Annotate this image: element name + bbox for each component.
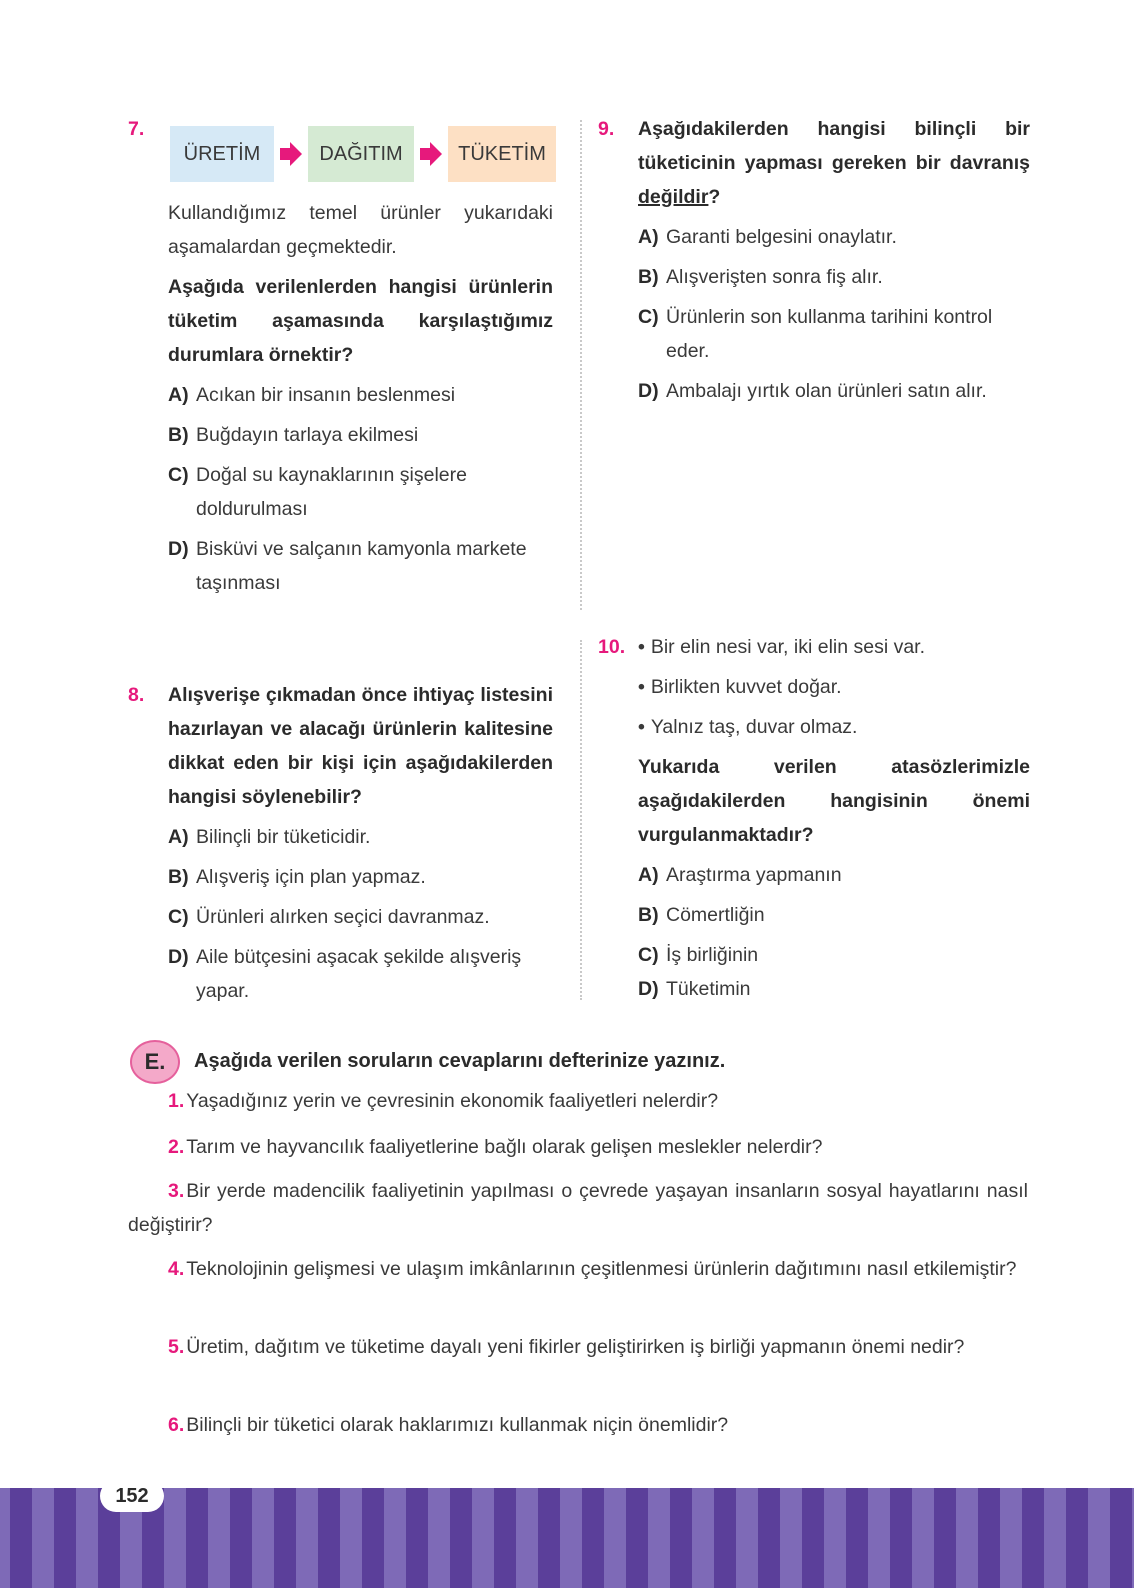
option-text: Aile bütçesini aşacak şekilde alışveriş yapar. [196, 946, 522, 1002]
question-number: 1. [168, 1090, 185, 1112]
question-stem [638, 112, 1030, 214]
question-stem: Alışverişe çıkmadan önce ihtiyaç listesini hazırlayan ve alacağı ürünlerin kalitesine dikkat eden bir kişi için aşağıdakilerden hangisi söylenebilir? [168, 684, 553, 808]
option-b [168, 418, 553, 452]
question-text: Teknolojinin gelişmesi ve ulaşım imkânlarının çeşitlenmesi ürünlerin dağıtımını nasıl etkilemiştir? [186, 1258, 1017, 1280]
question-number: 7. [128, 118, 145, 140]
footer-stripe [714, 1488, 736, 1588]
option-d [168, 940, 553, 1008]
flow-step-label: ÜRETİM [183, 142, 261, 165]
option-letter: A) [638, 864, 659, 886]
footer-stripe [450, 1488, 472, 1588]
open-question-6 [128, 1408, 1028, 1442]
option-c [638, 300, 1030, 368]
option-text: Tüketimin [666, 978, 751, 1000]
footer-stripe [890, 1488, 912, 1588]
footer-stripe [846, 1488, 868, 1588]
proverb-text: Birlikten kuvvet doğar. [650, 676, 842, 698]
proverb-text: Bir elin nesi var, iki elin sesi var. [650, 636, 926, 658]
footer-stripe [494, 1488, 516, 1588]
option-text: Cömertliğin [666, 904, 765, 926]
column-divider [580, 120, 582, 610]
question-text: Yaşadığınız yerin ve çevresinin ekonomik faaliyetleri nelerdir? [186, 1090, 719, 1112]
option-b [638, 260, 1030, 294]
proverb [638, 670, 1030, 704]
footer-stripe [934, 1488, 956, 1588]
section-title: Aşağıda verilen soruların cevaplarını defterinize yazınız. [194, 1050, 726, 1072]
stem-emphasis: değildir [638, 186, 709, 208]
footer-stripe [582, 1488, 604, 1588]
footer-stripe [978, 1488, 1000, 1588]
question-text: Bir yerde madencilik faaliyetinin yapılması o çevrede yaşayan insanların sosyal hayatlarını nasıl değiştirir? [128, 1180, 1028, 1236]
open-question-1 [128, 1084, 1028, 1118]
footer-stripe [318, 1488, 340, 1588]
column-divider [580, 640, 582, 1000]
question-body [638, 630, 1030, 1012]
option-text: Bilinçli bir tüketicidir. [196, 826, 371, 848]
footer-stripe [1022, 1488, 1044, 1588]
option-letter: D) [168, 946, 189, 968]
question-stem: Yukarıda verilen atasözlerimizle aşağıdakilerden hangisinin önemi vurgulanmaktadır? [638, 756, 1030, 846]
option-letter: B) [168, 866, 189, 888]
option-text: Ürünleri alırken seçici davranmaz. [196, 906, 490, 928]
proverb-text: Yalnız taş, duvar olmaz. [650, 716, 858, 738]
footer-stripe [362, 1488, 384, 1588]
option-c [168, 900, 553, 934]
footer-stripe [626, 1488, 648, 1588]
option-c [168, 458, 553, 526]
option-letter: A) [168, 826, 189, 848]
open-question-5 [128, 1330, 1028, 1364]
question-number: 6. [168, 1414, 185, 1436]
footer-stripes [0, 1488, 1134, 1588]
question-number: 5. [168, 1336, 185, 1358]
footer-stripe [10, 1488, 32, 1588]
option-letter: B) [168, 424, 189, 446]
proverb [638, 710, 1030, 744]
question-stem: Aşağıda verilenlerden hangisi ürünlerin tüketim aşamasında karşılaştığımız durumlara örnektir? [168, 276, 553, 366]
footer-stripe [54, 1488, 76, 1588]
option-text: Ürünlerin son kullanma tarihini kontrol eder. [666, 306, 993, 362]
option-text: Araştırma yapmanın [666, 864, 842, 886]
option-d [168, 532, 553, 600]
option-letter: B) [638, 904, 659, 926]
open-question-4 [128, 1252, 1028, 1286]
option-letter: C) [638, 306, 659, 328]
option-text: Ambalajı yırtık olan ürünleri satın alır. [666, 380, 987, 402]
flow-step-consumption [448, 126, 556, 182]
question-number: 4. [168, 1258, 185, 1280]
footer-stripe [670, 1488, 692, 1588]
option-a [638, 220, 1030, 254]
footer-stripe [186, 1488, 208, 1588]
option-letter: A) [638, 226, 659, 248]
bullet-icon: • [638, 716, 645, 738]
footer-stripe [538, 1488, 560, 1588]
question-number: 9. [598, 118, 615, 140]
flow-step-production [170, 126, 274, 182]
question-text: Bilinçli bir tüketici olarak haklarımızı kullanmak niçin önemlidir? [186, 1414, 729, 1436]
question-7-body [168, 196, 553, 606]
stem-end: ? [708, 186, 721, 208]
option-text: Garanti belgesini onaylatır. [666, 226, 897, 248]
option-d [638, 972, 1030, 1006]
option-text: Bisküvi ve salçanın kamyonla markete taşınması [196, 538, 527, 594]
arrow-right-icon [414, 126, 448, 182]
question-intro: Kullandığımız temel ürünler yukarıdaki aşamalardan geçmektedir. [168, 202, 553, 258]
arrow-right-icon [274, 126, 308, 182]
question-body [168, 678, 553, 1014]
section-badge: E. [130, 1040, 180, 1084]
option-letter: D) [638, 380, 659, 402]
question-body [638, 112, 1030, 414]
option-letter: C) [168, 906, 189, 928]
option-letter: C) [168, 464, 189, 486]
page-number: 152 [100, 1480, 164, 1512]
open-question-3 [128, 1174, 1028, 1242]
footer-stripe [758, 1488, 780, 1588]
bullet-icon: • [638, 636, 645, 658]
question-number: 2. [168, 1136, 185, 1158]
option-text: Acıkan bir insanın beslenmesi [196, 384, 456, 406]
footer-stripe [1066, 1488, 1088, 1588]
footer-stripe [230, 1488, 252, 1588]
option-a [168, 820, 553, 854]
flow-step-label: TÜKETİM [458, 142, 546, 165]
option-b [168, 860, 553, 894]
option-c [638, 938, 1030, 972]
option-b [638, 898, 1030, 932]
option-letter: D) [168, 538, 189, 560]
option-text: Alışveriş için plan yapmaz. [196, 866, 426, 888]
footer-stripe [802, 1488, 824, 1588]
footer-stripe [274, 1488, 296, 1588]
bullet-icon: • [638, 676, 645, 698]
footer-stripe [1110, 1488, 1132, 1588]
option-a [168, 378, 553, 412]
stem-text: Aşağıdakilerden hangisi bilinçli bir tüketicinin yapması gereken bir davranış [638, 118, 1030, 174]
question-number: 3. [168, 1180, 185, 1202]
open-question-2 [128, 1130, 1028, 1164]
option-letter: B) [638, 266, 659, 288]
option-letter: A) [168, 384, 189, 406]
question-text: Üretim, dağıtım ve tüketime dayalı yeni fikirler geliştirirken iş birliği yapmanın önemi nedir? [186, 1336, 965, 1358]
question-text: Tarım ve hayvancılık faaliyetlerine bağlı olarak gelişen meslekler nelerdir? [186, 1136, 823, 1158]
footer-stripe [406, 1488, 428, 1588]
question-number: 8. [128, 684, 145, 706]
flow-step-distribution [308, 126, 414, 182]
option-letter: C) [638, 944, 659, 966]
question-number: 10. [598, 636, 626, 658]
option-text: Buğdayın tarlaya ekilmesi [196, 424, 419, 446]
proverb [638, 630, 1030, 664]
flow-diagram [170, 126, 556, 182]
flow-step-label: DAĞITIM [319, 142, 403, 165]
option-text: Alışverişten sonra fiş alır. [666, 266, 883, 288]
option-d [638, 374, 1030, 408]
option-a [638, 858, 1030, 892]
option-text: Doğal su kaynaklarının şişelere doldurulması [196, 464, 467, 520]
option-text: İş birliğinin [666, 944, 759, 966]
option-letter: D) [638, 978, 659, 1000]
